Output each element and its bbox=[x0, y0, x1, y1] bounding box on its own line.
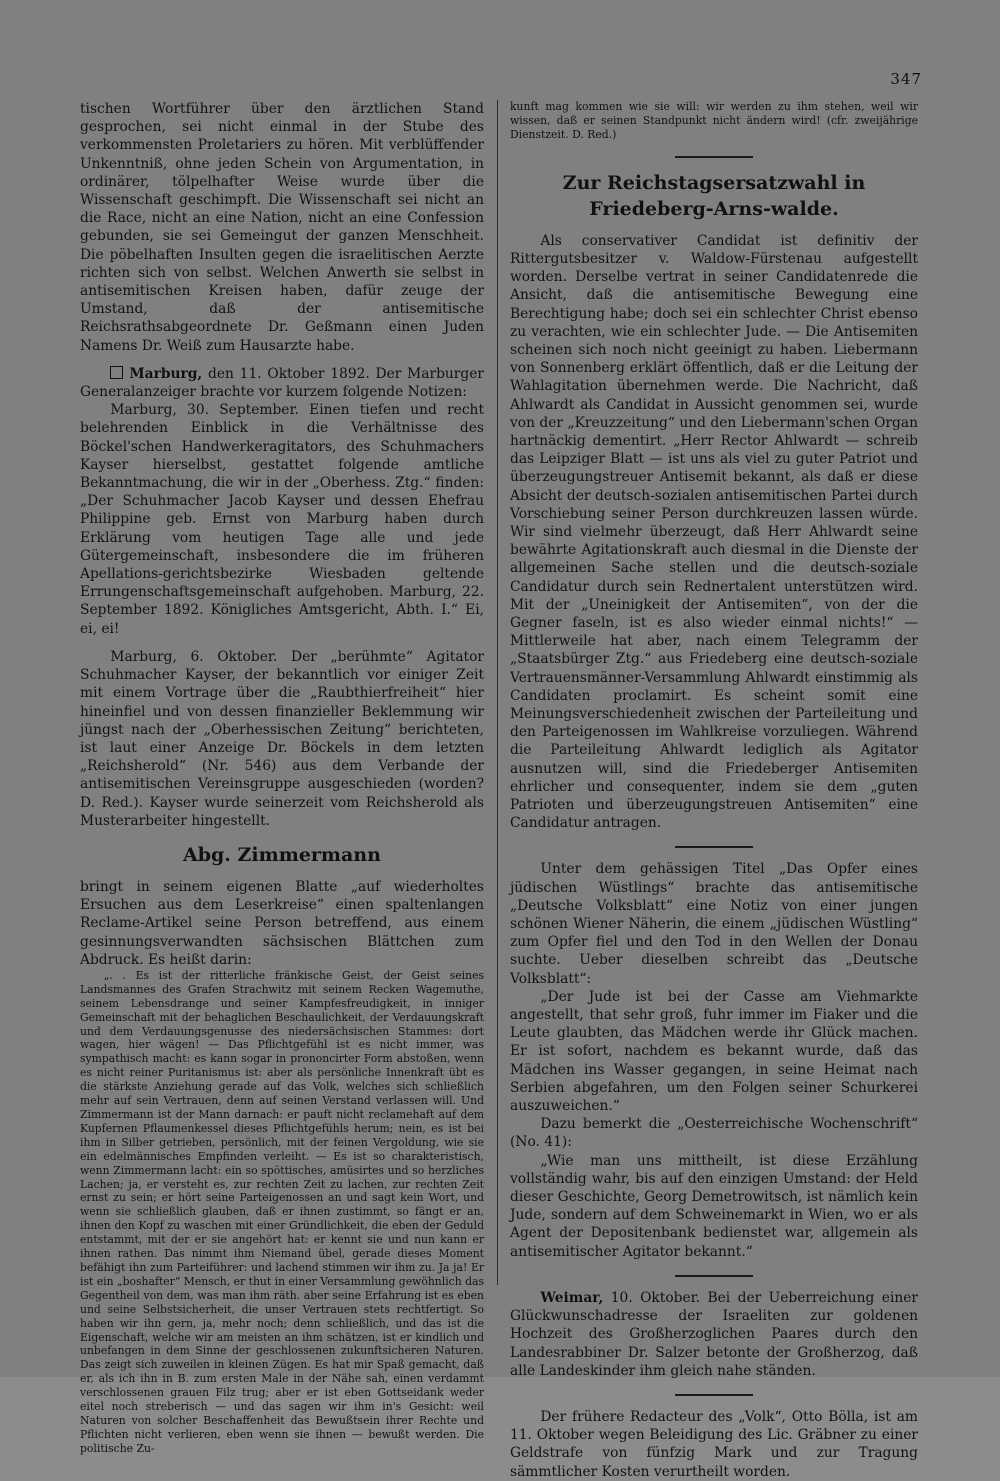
wie-man-quote: „Wie man uns mittheilt, ist diese Erzählung vollständig wahr, bis auf den einzigen Umstand: der Held dieser Geschichte, Georg Demetrowitsch, ist nämlich kein Jude, sondern auf dem Schweinemarkt in Wien, wo er als Agent der Depositenbank bedienstet war, allgemein als antisemitischer Agitator bekannt.“ bbox=[510, 1152, 918, 1260]
marburg-dateline-paragraph bbox=[80, 365, 484, 401]
left-column bbox=[80, 100, 484, 1456]
dazu-paragraph: Dazu bemerkt die „Oesterreichische Wochenschrift“ (No. 41): bbox=[510, 1116, 918, 1151]
weimar-text: 10. Oktober. Bei der Ueberreichung einer Glückwunschadresse der Israeliten zur goldenen Hochzeit des Großherzoglichen Paares durch den Landesrabbiner Dr. Salzer betonte der Großherzog, daß alle Landeskinder ihm gleich nahe ständen. bbox=[510, 1289, 918, 1379]
zimmermann-quote: „. . Es ist der ritterliche fränkische Geist, der Geist seines Landsmannes des Grafen Strachwitz mit seinem Recken Wagemuthe, seinem Lebensdrange und seiner Kampfesfreudigkeit, in inniger Gemeinschaft mit der behaglichen Beschaulichkeit, der Verdauungskraft und dem Verdauungsgenusse des niedersächsischen Stammes: dort wagen, hier wägen! — Das Pflichtgefühl ist es nicht immer, was sympathisch macht: es kann sogar in prononcirter Form abstoßen, wenn es nicht reiner Puritanismus ist: aber als persönliche Innenkraft übt es die stärkste Anziehung gerade auf das Volk, welches sich schließlich mehr auf sein Vertrauen, denn auf seinen Verstand verlassen will. Und Zimmermann ist der Mann darnach: er pauft nicht reclamehaft auf dem Kupfernen Pflaumenkessel dieses Pflichtgefühls herum; nein, es ist bei ihm in Silber getrieben, persönlich, mit der feinen Vergoldung, wie sie ein edelmännisches Empfinden verleiht. — Es ist so charakteristisch, wenn Zimmermann lacht: ein so spöttisches, amüsirtes und so herzliches Lachen; ja, er versteht es, zur rechten Zeit zu lachen, zur rechten Zeit ernst zu sein; er hört seine Parteigenossen an und sagt kein Wort, und wenn sie schließlich glauben, daß er ihnen zustimmt, so fängt er an, ihnen den Kopf zu waschen mit einer Gründlichkeit, die eben der Geduld entstammt, mit der er sie angehört hat: er kennt sie und nun kann er ihnen rathen. Das nimmt ihm Niemand übel, gerade dieses Moment befähigt ihn zum Parteiführer: und lachend stimmen wir ihm zu. Ja ja! Er ist ein „boshafter“ Mensch, er thut in einer Versammlung gewöhnlich das Gegentheil von dem, was man ihm räth. aber seine Erfahrung ist es eben und seine Selbstsicherheit, die unser Vertrauen stets rechtfertigt. So haben wir ihn gern, ja, mehr noch; denn schließlich, und das ist die Eigenschaft, welche wir am meisten an ihm schätzen, ist er kindlich und unbefangen in dem Sinne der geschlossenen zukunftsicheren Naturen. Das zeigt sich zuweilen in kleinen Zügen. Es hat mir Spaß gemacht, daß er, als ich ihn in B. zum ersten Male in der Nähe sah, einen verdammt verschlossenen grauen Filz trug; aber er ist eben Gottseidank weder eitel noch streberisch — und das sagen wir ihm in's Gesicht: weil Naturen von solcher Beschaffenheit das Bewußtsein ihrer Rechte und Pflichten nicht verlieren, eben wenn sie ihnen — bewußt werden. Die politische Zu- bbox=[80, 968, 484, 1455]
heading-friedeberg: Zur Reichstagsersatzwahl in Friedeberg-Arns-walde. bbox=[562, 171, 866, 220]
right-column bbox=[510, 100, 918, 1481]
marburg-notice-paragraph: Marburg, 30. September. Einen tiefen und recht belehrenden Einblick in die Verhältnisse des Böckel'schen Handwerkeragitators, des Schuhmachers Kayser hierselbst, gestattet folgende amtliche Bekanntmachung, die wir in der „Oberhess. Ztg.“ finden: „Der Schuhmacher Jacob Kayser und dessen Ehefrau Philippine geb. Ernst von Marburg haben durch Erklärung vom heutigen Tage alle und jede Gütergemeinschaft, insbesondere die im früheren Apellations-gerichtsbezirke Wiesbaden geltende Errungenschaftsgemeinschaft aufgehoben. Marburg, 22. September 1892. Königliches Amtsgericht, Abth. I.“ Ei, ei, ei! bbox=[80, 402, 484, 637]
section-rule bbox=[675, 1275, 753, 1277]
opfer-intro: Unter dem gehässigen Titel „Das Opfer eines jüdischen Wüstlings“ brachte das antisemitische „Deutsche Volksblatt“ eine Notiz von einer jungen schönen Wiener Näherin, die einem „jüdischen Wüstling“ zum Opfer fiel und den Tod in den Wellen der Donau suchte. Ueber dieselben schreibt das „Deutsche Volksblatt“: bbox=[510, 861, 918, 987]
bolla-paragraph: Der frühere Redacteur des „Volk“, Otto Bölla, ist am 11. Oktober wegen Beleidigung des Lic. Gräbner zu einer Geldstrafe von fünfzig Mark und zur Tragung sämmtlicher Kosten verurtheilt worden. bbox=[510, 1408, 918, 1480]
zimmermann-intro: bringt in seinem eigenen Blatte „auf wiederholtes Ersuchen aus dem Leserkreise“ einen spaltenlangen Reclame-Artikel seine Person betreffend, aus einem gesinnungsverwandten sächsischen Blättchen zum Abdruck. Es heißt darin: bbox=[80, 878, 484, 968]
column-divider bbox=[497, 100, 498, 1285]
section-rule bbox=[675, 1394, 753, 1396]
weimar-place: Weimar, bbox=[540, 1289, 604, 1306]
opfer-quote: „Der Jude ist bei der Casse am Viehmarkte angestellt, that sehr groß, fuhr immer im Fiaker und die Leute glaubten, das Mädchen werde ihr Glück machen. Er ist sofort, nachdem es bekannt wurde, daß das Mädchen ins Wasser gegangen, in seine Heimat nach Serbien abgefahren, um den Folgen seiner Schurkerei auszuweichen.“ bbox=[510, 988, 918, 1115]
paragraph-continuation: tischen Wortführer über den ärztlichen Stand gesprochen, sei nicht einmal in der Stube des verkommensten Proletariers zu hören. Mit verblüffender Unkenntniß, ohne jeden Schein von Argumentation, in ordinärer, tölpelhafter Weise wurde über die Wissenschaft geschimpft. Die Wissenschaft sei nicht an die Race, nicht an eine Nation, nicht an eine Confession gebunden, sie sei Gemeingut der ganzen Menschheit. Die pöbelhaften Insulten gegen die israelitischen Aerzte richten sich von selbst. Welchen Anwerth sie selbst in antisemitischen Kreisen haben, dafür zeuge der Umstand, daß der antisemitische Reichsrathsabgeordnete Dr. Geßmann einen Juden Namens Dr. Weiß zum Hausarzte habe. bbox=[80, 101, 484, 354]
marburg-text: den 11. Oktober 1892. Der Marburger Generalanzeiger brachte vor kurzem folgende Notizen: bbox=[80, 365, 484, 401]
quote-continuation: kunft mag kommen wie sie will: wir werden zu ihm stehen, weil wir wissen, daß er seinen Standpunkt nicht ändern wird! (cfr. zweijährige Dienstzeit. D. Red.) bbox=[510, 100, 918, 141]
marburg-kayser-paragraph: Marburg, 6. Oktober. Der „berühmte“ Agitator Schuhmacher Kayser, der bekanntlich vor einiger Zeit mit einem Vortrage über die „Raubthierfreiheit“ hier hineinfiel und von dessen finanzieller Beklemmung wir jüngst nach der „Oberhessischen Zeitung“ berichteten, ist laut einer Anzeige Dr. Böckels in dem letzten „Reichsherold“ (Nr. 546) aus dem Verbande der antisemitischen Vereinsgruppe ausgeschieden (worden? D. Red.). Kayser wurde seinerzeit vom Reichsherold als Musterarbeiter hingestellt. bbox=[80, 648, 484, 829]
page-number: 347 bbox=[890, 70, 922, 88]
box-marker-icon bbox=[110, 366, 123, 379]
marburg-place: Marburg, bbox=[129, 365, 203, 382]
section-rule bbox=[675, 156, 753, 158]
heading-zimmermann: Abg. Zimmermann bbox=[183, 843, 381, 866]
weimar-paragraph bbox=[510, 1289, 918, 1380]
friedeberg-paragraph: Als conservativer Candidat ist definitiv der Rittergutsbesitzer v. Waldow-Fürstenau aufgestellt worden. Derselbe vertrat in seiner Candidatenrede die Ansicht, daß die antisemitische Bewegung eine Berechtigung habe; doch sei ein schlechter Christ ebenso zu verachten, wie ein schlechter Jude. — Die Antisemiten scheinen sich noch nicht geeinigt zu haben. Liebermann von Sonnenberg erklärt öffentlich, daß er die Leitung der Wahlagitation übernehmen werde. Die Nachricht, daß Ahlwardt als Candidat in Aussicht genommen sei, wurde von der „Kreuzzeitung“ und den Liebermann'schen Organ hartnäckig dementirt. „Herr Rector Ahlwardt — schreib das Leipziger Blatt — ist uns als viel zu guter Patriot und überzeugungstreuer Antisemit bekannt, als daß er diese Absicht der deutsch-sozialen antisemitischen Partei durch Vorschiebung seiner Person durchkreuzen lassen würde. Wir sind vielmehr überzeugt, daß Herr Ahlwardt seine bewährte Agitationskraft auch diesmal in die Dienste der allgemeinen Sache stellen und die deutsch-soziale Candidatur durch sein Rednertalent unterstützen wird. Mit der „Uneinigkeit der Antisemiten“, von der die Gegner faseln, ist es also wieder einmal nichts!“ — Mittlerweile hat aber, nach einem Telegramm der „Staatsbürger Ztg.“ aus Friedeberg eine deutsch-soziale Vertrauensmänner-Versammlung Ahlwardt einstimmig als Candidaten proclamirt. Es scheint somit eine Meinungsverschiedenheit zwischen der Parteileitung und den Parteigenossen im Wahlkreise vorzuliegen. Während die Parteileitung Ahlwardt lediglich als Agitator ausnutzen will, sind die Friedeberger Antisemiten ehrlicher und consequenter, indem sie dem „guten Patrioten und überzeugungstreuen Antisemiten“ eine Candidatur antragen. bbox=[510, 232, 918, 832]
section-rule bbox=[675, 846, 753, 848]
